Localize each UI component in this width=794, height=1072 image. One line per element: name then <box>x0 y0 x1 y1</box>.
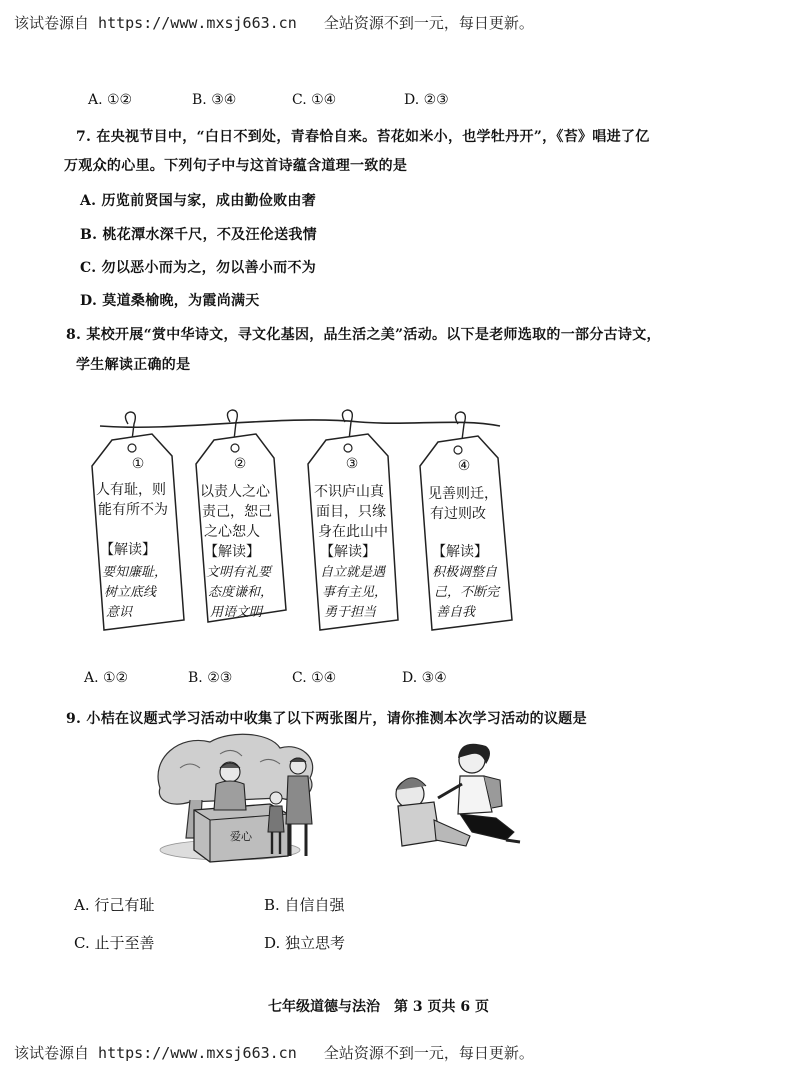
q8-tags-figure <box>80 404 520 644</box>
q8-stem-line2: 学生解读正确的是 <box>76 357 191 373</box>
watermark-prefix: 该试卷源自 <box>14 14 90 32</box>
q7-option-d: D. 莫道桑榆晚，为霞尚满天 <box>80 293 260 309</box>
tag-1-reading-2: 树立底线 <box>104 585 157 600</box>
q8-option-c: C. ①④ <box>292 670 337 686</box>
watermark-slogan: 全站资源不到一元，每日更新。 <box>323 1044 534 1062</box>
tag-3-reading-2: 事有主见， <box>322 585 388 600</box>
q7-option-a: A. 历览前贤国与家，成由勤俭败由奢 <box>80 193 317 209</box>
q6-option-b: B. ③④ <box>192 92 237 108</box>
q8-option-a: A. ①② <box>84 670 129 686</box>
q9-option-c: C. 止于至善 <box>74 934 155 952</box>
q9-stem: 9. 小桔在议题式学习活动中收集了以下两张图片，请你推测本次学习活动的议题是 <box>66 711 587 727</box>
tag-1-verse-2: 能有所不为 <box>98 502 168 518</box>
tag-2-number: ② <box>233 456 247 472</box>
tag-1-verse-1: 人有耻，则 <box>96 482 166 498</box>
q8-option-d: D. ③④ <box>402 670 447 686</box>
tag-2-verse-3: 之心恕人 <box>204 524 260 540</box>
watermark-slogan: 全站资源不到一元，每日更新。 <box>323 14 534 32</box>
tag-4-number: ④ <box>457 458 471 474</box>
q8-stem-line1: 8. 某校开展“赏中华诗文，寻文化基因，品生活之美”活动。以下是老师选取的一部分古诗文， <box>66 327 661 343</box>
q9-picture-1 <box>150 728 340 868</box>
watermark-bottom <box>14 1042 534 1063</box>
tag-2 <box>196 434 286 622</box>
tag-1-reading-1: 要知廉耻， <box>102 565 168 580</box>
donation-box-sign: 爱心 <box>230 830 252 843</box>
q9-option-a: A. 行己有耻 <box>74 896 155 914</box>
q6-option-a: A. ①② <box>88 92 133 108</box>
q7-option-b: B. 桃花潭水深千尺，不及汪伦送我情 <box>80 227 317 243</box>
watermark-url[interactable]: https://www.mxsj663.cn <box>98 1044 297 1062</box>
q9-picture-2 <box>380 736 530 860</box>
tag-2-reading-3: 用语文明 <box>210 605 263 620</box>
q7-stem-line1: 7. 在央视节目中，“白日不到处，青春恰自来。苔花如米小，也学牡丹开”，《苔》唱进了亿 <box>76 129 650 145</box>
tag-2-reading-1: 文明有礼要 <box>206 565 272 580</box>
tag-3-verse-3: 身在此山中 <box>318 524 388 540</box>
tag-2-label: 【解读】 <box>204 544 260 560</box>
watermark-url[interactable]: https://www.mxsj663.cn <box>98 14 297 32</box>
tag-4-reading-2: 己，不断完 <box>434 585 500 600</box>
q6-option-d: D. ②③ <box>404 92 449 108</box>
q9-option-d: D. 独立思考 <box>264 934 346 952</box>
q7-option-c: C. 勿以恶小而为之，勿以善小而不为 <box>80 260 317 276</box>
tag-4-label: 【解读】 <box>432 544 488 560</box>
tag-4-verse-1: 见善则迁， <box>428 486 498 502</box>
tag-1-label: 【解读】 <box>100 542 156 558</box>
q9-option-b: B. 自信自强 <box>264 896 345 914</box>
q6-option-c: C. ①④ <box>292 92 337 108</box>
watermark-top <box>14 12 534 33</box>
tag-3-verse-1: 不识庐山真 <box>314 484 384 500</box>
tag-2-reading-2: 态度谦和， <box>208 585 274 600</box>
tag-4 <box>420 436 512 630</box>
tag-2-verse-1: 以责人之心 <box>200 484 270 500</box>
tag-2-verse-2: 责己，恕己 <box>202 504 272 520</box>
watermark-prefix: 该试卷源自 <box>14 1044 90 1062</box>
tag-3-reading-3: 勇于担当 <box>324 605 377 620</box>
tag-3 <box>308 434 398 630</box>
tag-3-label: 【解读】 <box>320 544 376 560</box>
tag-3-number: ③ <box>345 456 359 472</box>
page-footer: 七年级道德与法治 第 3 页共 6 页 <box>268 999 489 1015</box>
tag-3-reading-1: 自立就是遇 <box>320 565 386 580</box>
tag-1-reading-3: 意识 <box>106 605 133 620</box>
tag-1-number: ① <box>131 456 145 472</box>
tag-3-verse-2: 面目，只缘 <box>316 504 386 520</box>
tag-4-verse-2: 有过则改 <box>430 506 486 522</box>
tag-1 <box>92 434 184 630</box>
tag-4-reading-1: 积极调整自 <box>432 565 498 580</box>
q7-stem-line2: 万观众的心里。下列句子中与这首诗蕴含道理一致的是 <box>64 158 408 174</box>
q8-option-b: B. ②③ <box>188 670 233 686</box>
tag-4-reading-3: 善自我 <box>436 605 476 620</box>
